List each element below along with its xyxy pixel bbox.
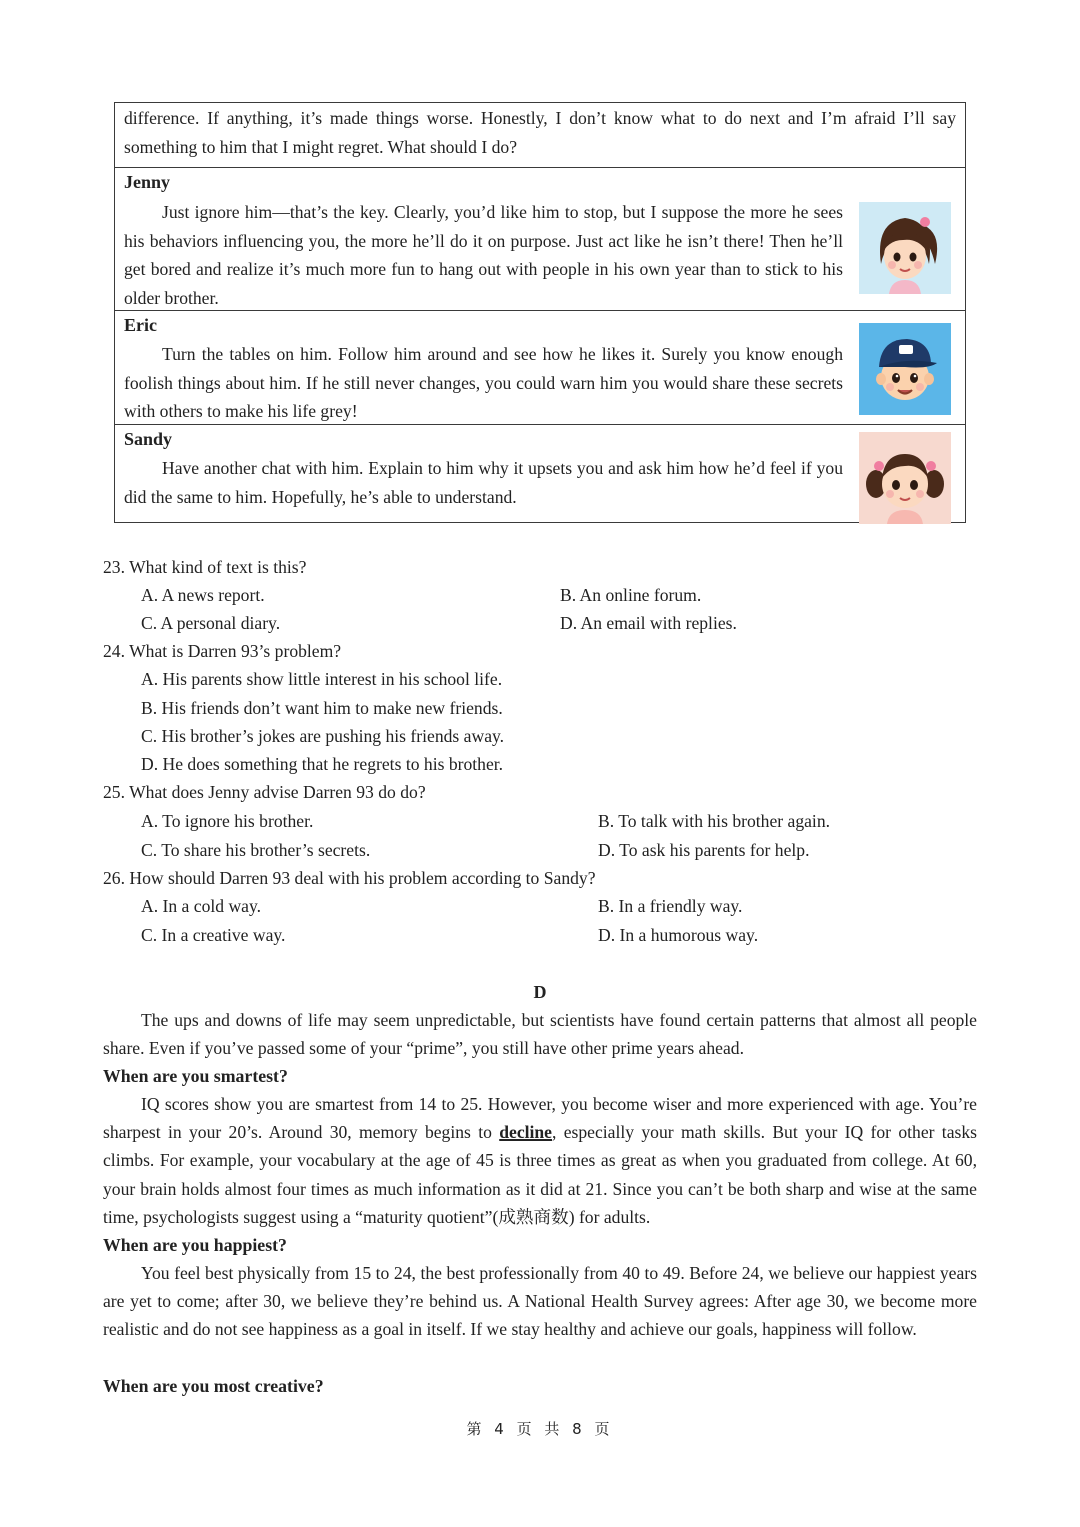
forum-post-continuation xyxy=(115,103,965,167)
reply-sandy xyxy=(115,424,965,525)
option-24-d: D. He does something that he regrets to his brother. xyxy=(141,754,504,774)
option-25-d: D. To ask his parents for help. xyxy=(598,840,810,860)
option-23-c: C. A personal diary. xyxy=(141,613,281,633)
reply-eric xyxy=(115,310,965,425)
reply-author: Sandy xyxy=(124,429,173,449)
reply-text: Have another chat with him. Explain to him why it upsets you and ask him how he’d feel if you did the same to him. Hopefully, he’s able to understand. xyxy=(124,458,843,507)
reply-author: Eric xyxy=(124,315,157,335)
option-23-d: D. An email with replies. xyxy=(560,613,737,633)
option-23-b: B. An online forum. xyxy=(560,585,702,605)
heading-smartest: When are you smartest? xyxy=(103,1066,288,1086)
section-d-label: D xyxy=(533,982,547,1002)
paragraph-text: IQ scores show you are smartest from 14 to 25. However, you become wiser and more experienced with age. You’re sharpest in your 20’s. Around 30, memory begins to xyxy=(103,1094,977,1143)
reply-jenny xyxy=(115,167,965,311)
reply-author: Jenny xyxy=(124,172,171,192)
option-26-d: D. In a humorous way. xyxy=(598,925,759,945)
section-d-intro: The ups and downs of life may seem unpredictable, but scientists have found certain patterns that almost all people share. Even if you’ve passed some of your “prime”, you still have other prime years ahead. xyxy=(103,1010,977,1059)
post-text: difference. If anything, it’s made things worse. Honestly, I don’t know what to do next and I’m afraid I’ll say something to him that I might regret. What should I do? xyxy=(124,108,956,157)
option-26-b: B. In a friendly way. xyxy=(598,896,743,916)
paragraph-text: , especially your math skills. But your IQ for other tasks climbs. For example, your vocabulary at the age of 45 is three times as great as when you graduated from college. At 60, your brain holds almost four times as much information as it did at 21. Since you can’t be both sharp and wise at the same time, psychologists suggest using a “maturity quotient”(成熟商数) for adults. xyxy=(103,1122,977,1227)
heading-happiest: When are you happiest? xyxy=(103,1235,287,1255)
option-25-b: B. To talk with his brother again. xyxy=(598,811,831,831)
page-footer: 第 4 页 共 8 页 xyxy=(466,1420,614,1438)
question-24: 24. What is Darren 93’s problem? xyxy=(103,641,342,661)
question-23: 23. What kind of text is this? xyxy=(103,557,307,577)
reply-text: Turn the tables on him. Follow him around and see how he likes it. Surely you know enough foolish things about him. If he still never changes, you could warn him you would share these secrets with others to make his life grey! xyxy=(124,344,843,421)
option-24-b: B. His friends don’t want him to make new friends. xyxy=(141,698,503,718)
forum-table xyxy=(114,102,966,523)
paragraph-happiest: You feel best physically from 15 to 24, the best professionally from 40 to 49. Before 24, we believe our happiest years are yet to come; after 30, we believe they’re behind us. A National Health Survey agrees: After age 30, we become more realistic and do not see happiness as a goal in itself. If we stay healthy and achieve our goals, happiness will follow. xyxy=(103,1263,977,1340)
question-25: 25. What does Jenny advise Darren 93 do do? xyxy=(103,782,426,802)
option-23-a: A. A news report. xyxy=(141,585,265,605)
option-26-c: C. In a creative way. xyxy=(141,925,286,945)
underlined-word-decline: decline xyxy=(499,1122,552,1143)
girl-ponytail-avatar-icon xyxy=(859,202,951,294)
heading-creative: When are you most creative? xyxy=(103,1376,324,1396)
reply-text: Just ignore him—that’s the key. Clearly, you’d like him to stop, but I suppose the more he sees his behaviors influencing you, the more he’ll do it on purpose. Just act like he isn’t there! Then he’ll get bored and realize it’s much more fun to hang out with people in his own year than to stick to his older brother. xyxy=(124,202,843,308)
option-25-c: C. To share his brother’s secrets. xyxy=(141,840,371,860)
option-25-a: A. To ignore his brother. xyxy=(141,811,314,831)
paragraph-smartest xyxy=(103,1090,977,1231)
option-24-a: A. His parents show little interest in his school life. xyxy=(141,669,503,689)
boy-cap-avatar-icon xyxy=(859,323,951,415)
girl-pigtails-avatar-icon xyxy=(859,432,951,524)
option-24-c: C. His brother’s jokes are pushing his friends away. xyxy=(141,726,505,746)
question-26: 26. How should Darren 93 deal with his problem according to Sandy? xyxy=(103,868,596,888)
option-26-a: A. In a cold way. xyxy=(141,896,262,916)
